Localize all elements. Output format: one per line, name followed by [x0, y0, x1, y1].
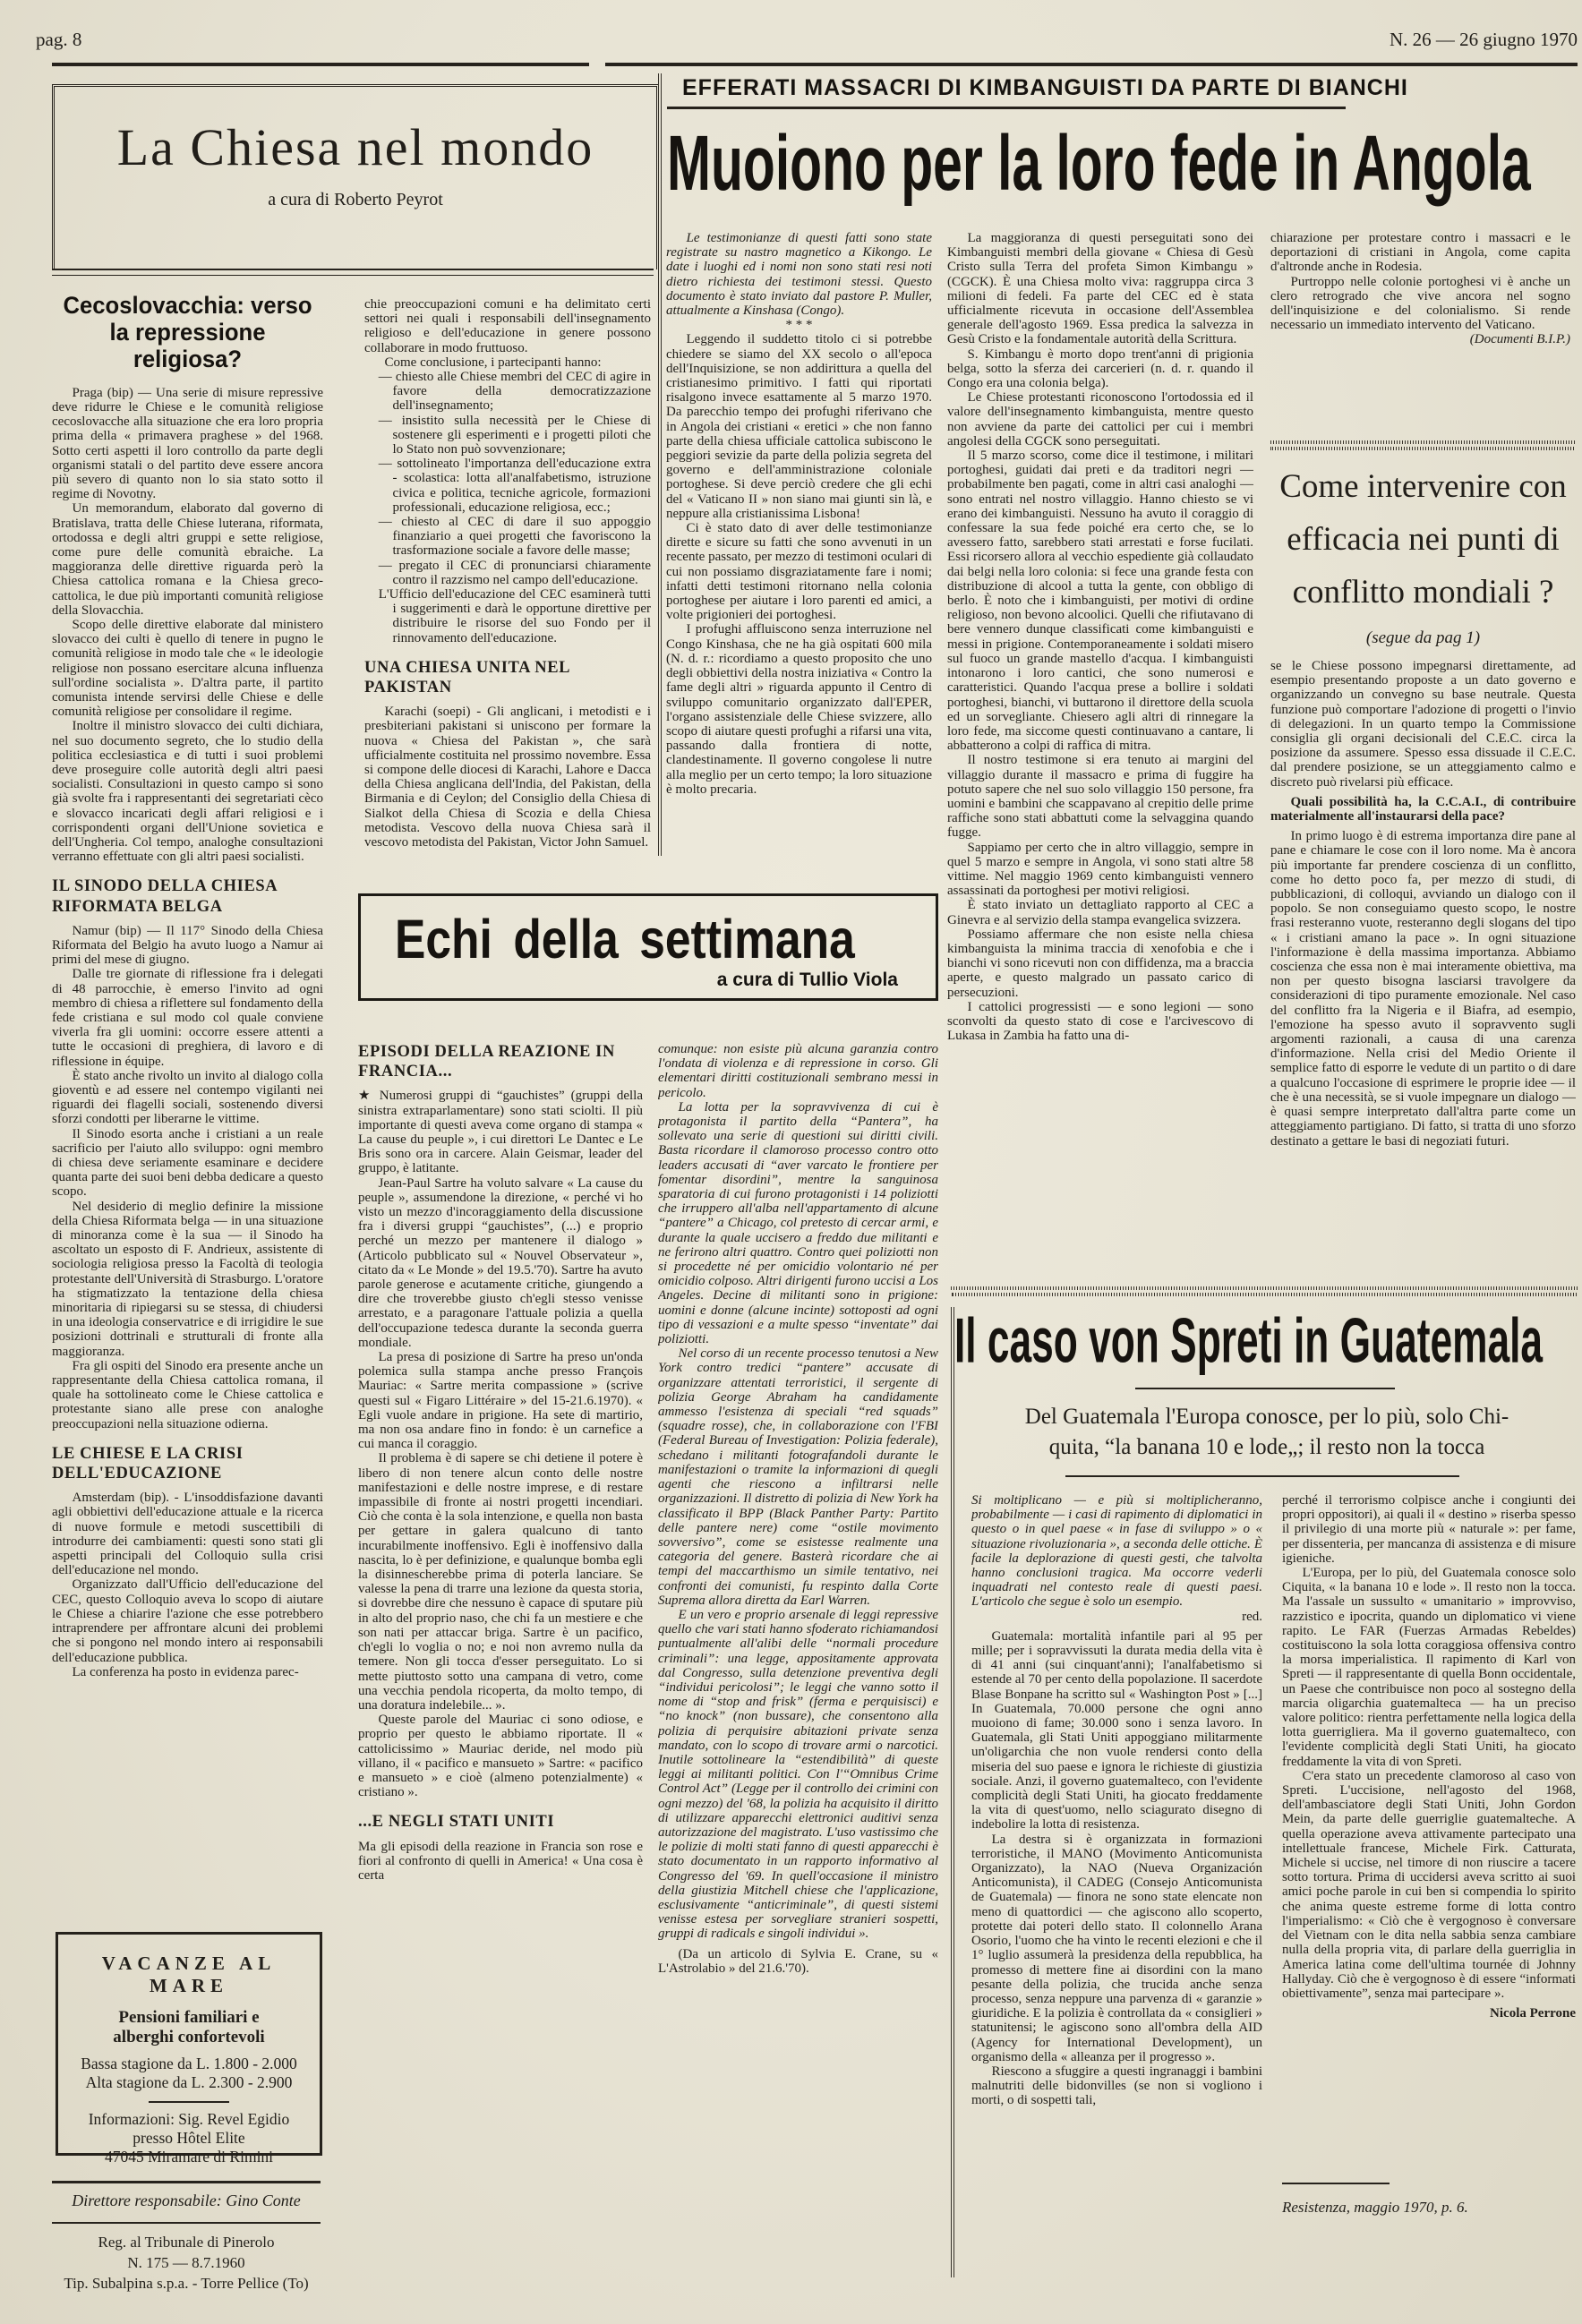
ad-price-low: Bassa stagione da L. 1.800 - 2.000	[81, 2055, 297, 2072]
paragraph: I cattolici progressisti — e sono legioni — sono sconvolti da questo stato di cose e l'arcivescovo di Lukasa in Zambia ha fatto una di-	[947, 999, 1253, 1044]
issue-date: N. 26 — 26 giugno 1970	[1390, 29, 1578, 50]
column-divider	[951, 1307, 954, 2277]
paragraph: La destra si è organizzata in formazioni terroristiche, il MANO (Movimento Anticomunista Organizzato), la NAO (Nueva Organización Anticomunista), il CADEG (Consejo Anticomunista de Guatemala) — finora ne sono state elencate non meno di quattordici — che agiscono allo scoperto, protette dai poteri dello stato. Il colonnello Arana Osorio, l'uomo che ha vinto le recenti elezioni e che il 1° luglio assumerà la presidenza della repubblica, ha promesso di mettere fine ai disordini con la mano pesante della polizia, che trucida anche senza processo, senza neppure una parvenza di « garanzie » giuridiche. E la polizia è controllata da « consiglieri » statunitensi; le agiscono sono all'ombra della AID (Agency for International Development), un organismo della « alleanza per il progresso ».	[971, 1832, 1262, 2064]
spreti-col1	[971, 1493, 1262, 2295]
ad-divider	[149, 2101, 229, 2103]
spreti-col2	[1282, 1493, 1576, 2165]
article-body	[52, 1491, 323, 1679]
subhead-stati-uniti: ...E NEGLI STATI UNITI	[358, 1813, 555, 1832]
paragraph: Queste parole del Mauriac ci sono odiose, e proprio per questo le abbiamo riportate. Il « cattolicissimo » Mauriac deride, nel modo più villano, il « pacifico e mansueto » Sartre: « pacifico e mansueto » e cioè (almeno potenzialmente) « cristiano ».	[358, 1713, 643, 1800]
echi-col-a	[358, 1042, 643, 2270]
headline-line: Come intervenire con	[1279, 468, 1567, 505]
paragraph: Scopo delle direttive elaborate dal ministero slovacco dei culti è quello di tenere in pugno le comunità religiose in modo tale che « le ideologie religiose non possano esercitare alcuna influenza sull'ordine socialista ». D'altra parte, il partito comunista intende servirsi delle Chiese e delle comunità religiose per consolidare il regime.	[52, 617, 323, 720]
subhead-sinodo: IL SINODO DELLA CHIESA RIFORMATA BELGA	[52, 877, 278, 916]
paragraph: Praga (bip) — Una serie di misure repressive deve ridurre le Chiese e le comunità religiose cecoslovacche alla situazione che era loro propria prima della « primavera praghese » del 1968. Sotto certi aspetti il loro controllo da parte degli organismi statali o del partito deve essere ancora più severo di quanto non lo sia stato sotto il regime di Novotny.	[52, 385, 323, 502]
paragraph: — chiesto al CEC di dare il suo appoggio finanziario a quei progetti che favoriscono la trasformazione sociale a favore delle masse;	[378, 515, 651, 559]
paragraph: È stato inviato un dettagliato rapporto al CEC a Ginevra e al servizio della stampa evangelica svizzera.	[947, 898, 1253, 927]
page-number: pag. 8	[36, 29, 82, 50]
paragraph: La conferenza ha posto in evidenza parec-	[72, 1664, 299, 1679]
column-divider	[658, 73, 662, 856]
echi-box	[358, 893, 938, 1001]
paragraph: Il nostro testimone si era tenuto ai margini del villaggio durante il massacro e prima di fuggire ha potuto sapere che nel suo solo villaggio 150 persone, fra uomini e bambini che scappavano al crepitio delle prime raffiche sono stati abbattuti come la selvaggina quando fugge.	[947, 753, 1253, 841]
ad-line: alberghi confortevoli	[113, 2028, 265, 2046]
paragraph: — chiesto alle Chiese membri del CEC di agire in favore della democratizzazione dell'insegnamento;	[378, 370, 651, 414]
spreti-subtitle	[1003, 1402, 1531, 1463]
imprint-director: Direttore responsabile: Gino Conte	[72, 2192, 301, 2209]
paragraph: Organizzato dall'Ufficio dell'educazione del CEC, questo Colloquio aveva lo scopo di aiutare le Chiese a chiarire l'azione che esse potrebbero intraprendere per affrontare alcuni dei problemi che si pongono nel mondo intero ai responsabili dell'educazione pubblica.	[52, 1577, 323, 1665]
paragraph: Le Chiese protestanti riconoscono l'ortodossia ed il valore dell'insegnamento kimbanguista, mentre questo non avviene da parte dei cattolici per cui i membri angolesi della CGCK sono perseguitati.	[947, 390, 1253, 449]
section-byline: a cura di Roberto Peyrot	[268, 190, 443, 209]
angola-col3	[1270, 231, 1570, 435]
intervenire-body	[1270, 659, 1576, 1280]
paragraph: La maggioranza di questi perseguitati sono dei Kimbanguisti membri della giovane « Chiesa di Gesù Cristo sulla Terra del profeta Simon Kimbangu » (CGCK). È una Chiesa molto viva: raggruppa circa 3 milioni di fedeli. Fa parte del CEC ed è stata ufficialmente ricevuta in occasione dell'Assemblea generale dell'agosto 1969. Essa predica la salvezza in Gesù Cristo e la fondamentale autorità della Scrittura.	[947, 231, 1253, 347]
paragraph: Purtroppo nelle colonie portoghesi vi è anche un clero retrogrado che vive ancora nel sogno dell'inquisizione e del colonialismo. Si rende necessario un immediato intervento del Vaticano.	[1270, 274, 1570, 333]
masthead-bottom-rule	[52, 269, 654, 276]
subhead-crisi-educazione: LE CHIESE E LA CRISI DELL'EDUCAZIONE	[52, 1444, 244, 1483]
paragraph: In primo luogo è di estrema importanza dire pane al pane e chiamare le cose con il loro nome. Ma è ancora più importante far prendere coscienza di un conflitto, come ho detto poco fa, per mezzo di studi, di pubblicazioni, di colloqui, avviando un dialogo con il popolo. Se non conseguiamo questo scopo, le nostre frasi resteranno vuote, resteranno degli slogans del tipo « i cristiani amano la pace ». In ogni situazione l'informazione è della massima importanza. Abbiamo coscienza che essa non è mai interamente obiettiva, ma non per questo bisogna lasciarsi travolgere da considerazioni di tipo puramente emozionale. Nel caso del conflitto fra la Nigeria e il Biafra, ad esempio, l'emozione ha spesso avuto il sopravvento sugli argomenti razionali, a causa di una carenza d'informazione. Nella crisi del Medio Oriente il semplice fatto di esporre le vedute di un partito o di dare a qualcuno l'occasione di esprimere le proprie idee — il che è una necessità, se si vuole impegnare un dialogo — è quasi sempre interpretato dall'altra parte come un atteggiamento partigiano. Di fatto, si tratta di uno sforzo destinato a gettare le basi di negoziati futuri.	[1270, 829, 1576, 1149]
paragraph: La lotta per la sopravvivenza di cui è protagonista il partito della “Pantera”, ha sollevato una serie di questioni sui diritti civili. Basta ricordare il clamoroso processo contro otto leaders accusati di “aver varcato le frontiere per fomentar disordini”, mentre la sanguinosa sparatoria di cui furono protagonisti i 14 poliziotti che irruppero all'alba nell'appartamento di alcune “pantere” a Chicago, col pretesto di cercar armi, e durante la quale uccisero a freddo due militanti e ne ferirono altri quattro. Contro quei poliziotti non si procedette né per omicidio volontario né per omicidio colposo. Altri dirigenti furono uccisi a Los Angeles. Decine di militanti sono in prigione: uomini e donne (alcune incinte) sottoposti ad ogni tipo di vessazioni e a multe spesso “inventate” dai poliziotti.	[658, 1099, 938, 1347]
imprint-rule	[52, 2181, 321, 2183]
paragraph: Inoltre il ministro slovacco dei culti dichiara, nel suo documento segreto, che lo studio della politica ecclesiastica e di tutti i suoi problemi deve proseguire colle autorità degli altri paesi socialisti. Consultazioni in questo campo si sono già svolte fra i rappresentanti dei segretariati cèco e slovacco incaricati degli affari religiosi e i corrispondenti organi dell'Unione sovietica e dell'Ungheria. Col tempo, analoghe consultazioni verranno effettuate con gli altri paesi socialisti.	[52, 719, 323, 865]
paragraph: — sottolineato l'importanza dell'educazione extra - scolastica: lotta all'analfabetismo, istruzione civica e politica, tecniche agricole, formazioni professionali, educazione religiosa, ecc.;	[378, 457, 651, 515]
spreti-headline: Il caso von Spreti in Guatemala	[954, 1306, 1544, 1377]
headline-line: efficacia nei punti di	[1287, 521, 1560, 559]
conclusions-list	[364, 370, 651, 645]
paragraph: Come conclusione, i partecipanti hanno:	[384, 355, 602, 370]
ad-title: VACANZE AL MARE	[101, 1952, 277, 1996]
paragraph: * * *	[785, 318, 813, 333]
paragraph: Guatemala: mortalità infantile pari al 95 per mille; per i sopravvissuti la durata media della vita è di 41 anni (sui cinquant'anni); l'analfabetismo si estende al 70 per cento della popolazione. Il sacerdote Blase Bonpane ha scritto sul « Washington Post » [...] In Guatemala, 70.000 persone che ogni anno muoiono di fame; 30.000 sono i senza lavoro. In Guatemala, gli Stati Uniti appoggiano militarmente un'oligarchia che non vuole rendersi conto della miseria del suo paese e ignora le richieste di giustizia sociale. Anzi, il governo guatemalteco, con l'evidente complicità degli Stati Uniti, ha giocato freddamente la vita di quest'uomo, nello sciagurato disegno di indebolire la lotta di resistenza.	[971, 1628, 1262, 1833]
paragraph: — insistito sulla necessità per le Chiese di sostenere gli esperimenti e i progetti piloti che lo Stato non può sovvenzionare;	[378, 413, 651, 457]
echi-col-b	[658, 1042, 938, 2274]
article-title-cecoslovacchia: Cecoslovacchia: verso la repressione religiosa?	[63, 292, 312, 373]
paragraph: È stato anche rivolto un invito al dialogo colla gioventù e ad essere nel contempo vigilanti nei riguardi dei flagelli sociali, sostenendo diversi sforzi condotti per liberarne le vittime.	[52, 1068, 323, 1127]
imprint-line: Tip. Subalpina s.p.a. - Torre Pellice (To)	[64, 2274, 309, 2292]
paragraph: Ma gli episodi della reazione in Francia son rose e fiori al confronto di quelli in America! « Una cosa è certa	[358, 1839, 643, 1883]
paragraph: (Da un articolo di Sylvia E. Crane, su « L'Astrolabio » del 21.6.'70).	[658, 1946, 938, 1976]
article-body	[358, 1840, 643, 1884]
paragraph: Namur (bip) — Il 117° Sinodo della Chiesa Riformata del Belgio ha avuto luogo a Namur ai primi del mese di giugno.	[52, 923, 323, 968]
subhead-pakistan: UNA CHIESA UNITA NEL PAKISTAN	[364, 658, 570, 697]
subtitle-line: Del Guatemala l'Europa conosce, per lo più, solo Chi-	[1024, 1405, 1509, 1429]
headline-line: conflitto mondiali ?	[1292, 574, 1554, 611]
paragraph: Le testimonianze di questi fatti sono state registrate su nastro magnetico a Kikongo. Le date i luoghi ed i nomi non sono stati resi noti dietro richiesta dei testimoni stessi. Questo documento è stato inviato dal pastore P. Muller, attualmente a Kinshasa (Congo).	[666, 231, 932, 319]
paragraph: ★ Numerosi gruppi di “gauchistes” (gruppi della sinistra extraparlamentare) sono stati sciolti. Il più importante di questi aveva come organo di stampa « La cause du peuple », i cui direttori Le Dantec e Le Bris sono ora in carcere. Alain Geismar, leader del gruppo, è latitante.	[358, 1089, 643, 1176]
paragraph: L'Europa, per lo più, del Guatemala conosce solo Ciquita, « la banana 10 e lode ». Il resto non la tocca. Ma l'assale un sussulto « umanitario » improvviso, razzistico e ipocrita, quando un diplomatico vi viene rapito. Le FAR (Fuerzas Armadas Rebeldes) costituiscono la sola lotta coraggiosa offensiva contro la morsa imperialistica. Il rapimento di Karl von Spreti — il rappresentante di quella Bonn occidentale, un Paese che contribuisce non poco al sostegno della marcia oligarchia guatemalteca — ha un preciso valore politico: rientra perfettamente nella logica della lotta guerrigliera. Ma il governo guatemalteco, con l'evidente complicità degli Stati Uniti, ha giocato freddamente la vita di von Spreti.	[1282, 1566, 1576, 1769]
paragraph: (Documenti B.I.P.)	[1469, 332, 1570, 347]
paragraph: Nel corso di un recente processo tenutosi a New York contro tredici “pantere” accusate di organizzare attentati terroristici, il sergente di polizia George Abraham ha candidamente ammesso l'esistenza di speciali “red squads” (squadre rosse), che, in collaborazione con l'FBI (Federal Bureau of Investigation: Polizia federale), schedano i militanti fotografandoli durante le manifestazioni o tramite la informazioni di quegli agenti che riescono a infiltrarsi nelle organizzazioni. Il distretto di polizia di New York ha classificato il BPP (Black Panther Party: Partito delle pantere nere) come “ostile movimento sovversivo”, come se esistesse realmente una categoria del genere. Basterà ricordare che ai tempi del maccarthismo un simile tentativo, nei confronti dei comunisti, fu respinto dalla Corte Suprema allora diretta da Earl Warren.	[658, 1346, 938, 1608]
paragraph: — pregato il CEC di pronunciarsi chiaramente contro il razzismo nel campo dell'educazione.	[378, 558, 651, 587]
paragraph: Riescono a sfuggire a questi ingranaggi i bambini malnutriti delle bidonvilles (se non si vogliono i morti, o di sospetti tali,	[971, 2063, 1262, 2108]
article-body	[52, 386, 323, 865]
imprint-rule	[52, 2222, 321, 2224]
article-cecoslovacchia	[52, 292, 323, 1925]
angola-col2	[947, 231, 1253, 1284]
ad-line: Pensioni familiari e	[118, 2008, 260, 2027]
section-title: La Chiesa nel mondo	[116, 118, 594, 176]
paragraph: Quali possibilità ha, la C.C.A.I., di contribuire materialmente all'instaurarsi della pace?	[1270, 794, 1576, 825]
echi-title: Echi della settimana	[395, 908, 855, 970]
paragraph: Si moltiplicano — e più si moltiplicheranno, probabilmente — i casi di rapimento di diplomatici in questo o in quel paese « in fase di sviluppo » o « situazione rivoluzionaria », a seconda delle ottiche. È facile la deplorazione di questi gesti, che talvolta hanno conclusioni tragica. Ma occorre vederli inquadrati nel contesto reale di questi paesi. L'articolo che segue è solo un esempio.	[971, 1493, 1262, 1610]
subtitle-line: quita, “la banana 10 e lode„; il resto non la tocca	[1048, 1434, 1485, 1459]
paragraph: Nicola Perrone	[1490, 2006, 1576, 2021]
imprint-line: Reg. al Tribunale di Pinerolo	[98, 2234, 275, 2251]
paragraph: Jean-Paul Sartre ha voluto salvare « La cause du peuple », assumendone la direzione, « perché vi ho visto un mezzo d'incoraggiamento della discussione fra i diversi gruppi “gauchistes”, (...) e proprio perché un mezzo per mantenere il dialogo » (Articolo pubblicato sul « Nouvel Observateur », citato da « Le Monde » del 19.5.'70). Sartre ha avuto parole generose e acutamente critiche, giungendo a dire che troverebbe giusto ch'egli stesso venisse arrestato, e a paragonare l'attuale polizia a quella dell'occupazione tedesca durante la seconda guerra mondiale.	[358, 1175, 643, 1350]
angola-headline: Muoiono per la loro fede in Angola	[667, 119, 1531, 207]
ad-info: presso Hôtel Elite	[133, 2129, 245, 2147]
paragraph: C'era stato un precedente clamoroso al caso von Spreti. L'uccisione, nell'agosto del 1968, dell'ambasciatore degli Stati Uniti, John Gordon Mein, da parte delle guerriglie guatemalteche. A quella operazione aveva attivamente partecipato una intellettuale francese, Michele Firk. Catturata, Michele si uccise, nel timore di non riuscire a tacere sotto tortura. Prima di uccidersi aveva scritto ai suoi amici poche parole in cui ben si compendia lo spirito che anima queste estreme forme di lotta contro l'imperialismo: « Ciò che è vergognoso è conversare del Vietnam con le dita nella sabbia senza cambiare nulla della propria vita, di parlare della guerriglia in America latina come dell'ultima tournée di Johnny Hallyday. Ciò che è vergognoso è di essere “informati obiettivamente”, senza mai partecipare ».	[1282, 1768, 1576, 2001]
echi-byline: a cura di Tullio Viola	[716, 970, 898, 990]
header-rule-right	[605, 63, 1578, 66]
section-masthead-box	[52, 84, 659, 269]
imprint-registration	[52, 2233, 321, 2294]
intervenire-headline	[1270, 460, 1576, 619]
subhead-francia: EPISODI DELLA REAZIONE IN FRANCIA...	[358, 1043, 615, 1081]
article-educazione-continuation	[364, 297, 651, 867]
paragraph: Il 5 marzo scorso, come dice il testimone, i militari portoghesi, guidati dai preti e da traditori negri — probabilmente ben pagati, come in altri casi analoghi — sono entrati nel nostro villaggio. Hanno chiesto se vi erano dei kimbanguisti. Nessuno ha avuto il coraggio di confessare la sua fede poiché era certo che, se lo avessero fatto, sarebbero stati arrestati e forse fucilati. Essi ricorsero allora al vecchio espediente già collaudato dai belgi nella loro colonia: si fece una grande festa con distribuzione di alcool a tutta la gente, con obbligo di berlo. È noto che i kimbanguisti, per motivi di ordine religioso, non bevono alcoolici. Quelli che rifiutavano di bere vennero dunque classificati come kimbanguisti e messi in prigione. Contemporaneamente i soldati misero sul fuoco un grande mastello d'acqua. I kimbanguisti intonarono i loro cantici, che sono numerosi e caratteristici. Quando l'acqua prese a bollire i soldati portoghesi, bianchi, vi buttarono il direttore della scuola ed un sorvegliante. Chiesero agli altri di rinnegare la loro fede, ma siccome questi continuavano a cantare, li abbatterono a colpi di raffica di mitra.	[947, 449, 1253, 754]
paragraph: S. Kimbangu è morto dopo trent'anni di prigionia belga, sotto la sferza dei carcerieri (n. d. r. quando il Congo era una colonia belga).	[947, 346, 1253, 391]
paragraph: E un vero e proprio arsenale di leggi repressive quello che vari stati hanno sfoderato richiamandosi puntualmente all'alibi delle “normali procedure criminali”: una legge, appositamente approvata dal Congresso, sulla detenzione preventiva degli “individui pericolosi”; le leggi che vanno sotto il nome di “stop and frisk” (ferma e perquisisci) e “no knock” (non bussare), che consentono alla polizia di perquisire abitazioni private senza mandato, con lo scopo di trovare armi o narcotici. Inutile sottolineare la “estendibilità” di queste leggi ai militanti politici. Con l'“Omnibus Crime Control Act” (Legge per il controllo dei crimini con ogni mezzo) del '68, la polizia ha acquisito il diritto di utilizzare apparecchi elettronici auditivi senza autorizzazione del magistrato. L'uso vastissimo che le polizie di molti stati fanno di questi apparecchi è stato documentato in un rapporto informativo al Congresso del '69. In quell'occasione il ministro della giustizia Mitchell chiese che l'applicazione, esclusivamente “anticriminale”, di questi sistemi venisse estesa per sorvegliare stranieri sospetti, gruppi di radicals e singoli individui ».	[658, 1607, 938, 1942]
paragraph: L'Ufficio dell'educazione del CEC esaminerà tutti i suggerimenti e darà le opportune direttive per distribuire le risorse del suo Fondo per il rinnovamento dell'educazione.	[378, 587, 651, 645]
paragraph: chiarazione per protestare contro i massacri e le deportazioni di cristiani in Angola, come capita d'altronde anche in Rodesia.	[1270, 231, 1570, 275]
paragraph: Il problema è di sapere se chi detiene il potere è libero di non tenere alcun conto delle nostre manifestazioni e delle nostre imprese, e di restare impassibile di fronte ai nostri progetti incendiari. Ciò che conta è la sola intenzione, e quella non basta per gettare in galera qualcuno di tanto incurabilmente inoffensivo. Egli è inoffensivo dalla nascita, lo è per definizione, e qualunque bomba egli la disinnescherebbe prima di poterla lanciare. Se valesse la pena di trarre una lezione da questa storia, si dovrebbe dire che nessuno è capace di sputare più in alto del proprio naso, che chi fa un mestiere e che son nati per attaccar briga. Sartre è un pacifico, ch'egli lo voglia o no; e noi non avremo nulla da temere. Non gli tocca d'esser perseguitato. Lo si mette piuttosto sotto una campana di vetro, come una vecchia pendola ricoperta, da molto tempo, di una doratura indelebile... ».	[358, 1451, 643, 1713]
article-body	[52, 924, 323, 1431]
headline-underline	[1135, 1388, 1395, 1389]
source-rule	[1282, 2183, 1390, 2184]
paragraph: I profughi affluiscono senza interruzione nel Congo Kinshasa, che ne ha già ospitati 600 mila (N. d. r.: ricordiamo a questo proposito che uno degli obbiettivi della nostra iniziativa « Contro la fame degli altri » riguarda appunto il Centro di sviluppo comunitario organizzato dall'EPER, l'organo assistenziale delle Chiese svizzere, allo scopo di aiutare questi profughi a rifarsi una vita, passando dalla frontiera di notte, clandestinamente. Il governo congolese li nutre alla meglio per un certo tempo; la loro situazione è molto precaria.	[666, 622, 932, 797]
paragraph: Leggendo il suddetto titolo ci si potrebbe chiedere se siamo del XX secolo o all'epoca dell'Inquisizione, se non addirittura a quella del cristianesimo primitivo. I fatti qui riportati risalgono invece esattamente al 5 marzo 1970. Da parecchio tempo dei profughi riferivano che in Angola dei cristiani « eretici » che non fanno parte della chiesa ufficiale cattolica subiscono le peggiori sevizie da parte della polizia segreta del governo e dell'amministrazione coloniale portoghese. Si deve perciò credere che gli echi del « Vaticano II » non siano mai giunti sin là, e neppure alla cristianissima Lisbona!	[666, 332, 932, 521]
paragraph: chie preoccupazioni comuni e ha delimitato certi settori nei quali i responsabili dell'insegnamento religioso e dell'educazione in genere possono collaborare in modo fruttuoso.	[364, 297, 651, 355]
continuation-note: (segue da pag 1)	[1365, 628, 1481, 647]
paragraph: Fra gli ospiti del Sinodo era presente anche un rappresentante della Chiesa cattolica romana, il quale ha sottolineato come le Chiese cattolica e protestante siano alle prese con analoghe preoccupazioni nella situazione odierna.	[52, 1358, 323, 1431]
paragraph: se le Chiese possono impegnarsi direttamente, ad esempio presentando proposte a un dato governo e organizzando un convegno su base neutrale. Questa funzione può comportare l'adozione di progetti o l'invio di delegazioni. In un quarto tempo la Commissione consiglia gli organi decisionali del C.E.C. circa la posizione da assumere. Spesso essa dissuade il C.E.C. dal prendere posizione, se un atteggiamento calmo e discreto può rivelarsi più efficace.	[1270, 659, 1576, 790]
article-body	[364, 705, 651, 850]
decorative-rule	[1270, 440, 1576, 450]
ad-info: 47045 Miramare di Rimini	[104, 2148, 274, 2166]
ad-price-high: Alta stagione da L. 2.300 - 2.900	[85, 2073, 293, 2091]
paragraph: Ci è stato dato di aver delle testimonianze dirette e sicure su fatti che sono avvenuti in un recente passato, per mezzo di testimoni oculari di cui non possiamo disgraziatamente fare i nomi; infatti detti testimoni ritornano nella colonia portoghese per aiutare i loro parenti ed amici, a volte prigionieri dei portoghesi.	[666, 521, 932, 623]
kicker-underline	[667, 107, 1346, 109]
angola-kicker: EFFERATI MASSACRI DI KIMBANGUISTI DA PARTE DI BIANCHI	[682, 75, 1408, 100]
paragraph: Dalle tre giornate di riflessione fra i delegati di 48 parrocchie, è emerso l'invito ad ogni membro di chiesa a riflettere sul fondamento della fede cristiana e sul modo col quale conviene viverla fra gli uomini: occorre essere attenti a tutte le occasioni di preghiera, di lavoro e di riflessione in équipe.	[52, 967, 323, 1069]
paragraph: perché il terrorismo colpisce anche i congiunti dei propri oppositori), ai quali il « destino » riserba spesso il privilegio di una morte più « naturale »: per fame, per dissenteria, per mancanza di assistenza e di misure igieniche.	[1282, 1493, 1576, 1566]
ad-info: Informazioni: Sig. Revel Egidio	[88, 2110, 290, 2128]
decorative-rule	[951, 1286, 1578, 1296]
angola-col1	[666, 231, 932, 859]
header-rule-left	[52, 63, 589, 66]
paragraph: Amsterdam (bip). - L'insoddisfazione davanti agli obbiettivi dell'educazione attuale e la ricerca di nuove formule e metodi suscettibili di introdurre dei cambiamenti: questi sono stati gli aspetti principali del Colloquio sulla crisi dell'educazione nel mondo.	[52, 1491, 323, 1578]
paragraph: Possiamo affermare che non esiste nella chiesa kimbanguista la minima traccia di xenofobia e che i bianchi vi sono ricevuti non con diffidenza, ma a braccia aperte, e questo malgrado un passato carico di persecuzioni.	[947, 927, 1253, 1000]
spreti-source: Resistenza, maggio 1970, p. 6.	[1282, 2199, 1468, 2216]
paragraph: Sappiamo per certo che in altro villaggio, sempre in quel 5 marzo e sempre in Angola, vi sono stati altre 58 vittime. Nel maggio 1969 cento kimbanguisti vennero assassinati da portoghesi per motivi religiosi.	[947, 840, 1253, 899]
paragraph: comunque: non esiste più alcuna garanzia contro l'ondata di violenza e di repressione in corso. Gli elementari diritti costituzionali sembrano messi in pericolo.	[658, 1042, 938, 1100]
paragraph: La presa di posizione di Sartre ha preso un'onda polemica sulla stampa anche presso François Mauriac: « Sartre merita compassione » (scrive questi sul « Figaro Littéraire » del 15-21.6.1970). « Egli vuole andare in prigione. Ha sete di martirio, ma non osa andare fino in fondo: è un carnefice a cui manca il coraggio.	[358, 1350, 643, 1452]
paragraph: Il Sinodo esorta anche i cristiani a un reale sacrificio per l'aiuto allo sviluppo: ogni membro di chiesa deve seriamente esaminare e decidere quanta parte dei suoi beni debba dedicare a questo scopo.	[52, 1126, 323, 1200]
paragraph: Karachi (soepi) - Gli anglicani, i metodisti e i presbiteriani pakistani si uniscono per formare la nuova « Chiesa del Pakistan », che sarà ufficialmente costituita nel prossimo novembre. Essa si compone delle diocesi di Karachi, Lahore e Dacca della Chiesa anglicana dell'India, del Pakistan, della Birmania e di Ceylon; del Consiglio della Chiesa di Sialkot della Chiesa di Scozia e della Chiesa metodista. Vescovo della nuova Chiesa sarà il vescovo metodista del Pakistan, Victor John Samuel.	[364, 705, 651, 850]
vacanze-ad	[56, 1932, 322, 2166]
imprint-line: N. 175 — 8.7.1960	[127, 2253, 245, 2271]
paragraph: red.	[1242, 1609, 1262, 1624]
paragraph: Un memorandum, elaborato dal governo di Bratislava, tratta delle Chiese luterana, riformata, ortodossa e degli altri gruppi e sette religiose, come pure delle comunità ebraiche. La maggioranza delle direttive riguarda però la Chiesa cattolica romana e la Chiesa greco-cattolica, le due più importanti comunità religiose della Slovacchia.	[52, 501, 323, 618]
subtitle-underline	[1065, 1475, 1459, 1477]
paragraph: Nel desiderio di meglio definire la missione della Chiesa Riformata belga — in una situazione di minoranza come è la sua — il Sinodo ha ascoltato un esposto di F. Andrieux, assistente di sociologia religiosa presso la Facoltà di teologia protestante dell'Università di Strasburgo. L'oratore ha stigmatizzato la tentazione della chiesa minoritaria di ripiegarsi su se stessa, di chiudersi in una ideologia conservatrice e di irrigidire le sue posizioni dottrinali e strutturali di fronte alla maggioranza.	[52, 1199, 323, 1359]
article-body	[358, 1089, 643, 1799]
